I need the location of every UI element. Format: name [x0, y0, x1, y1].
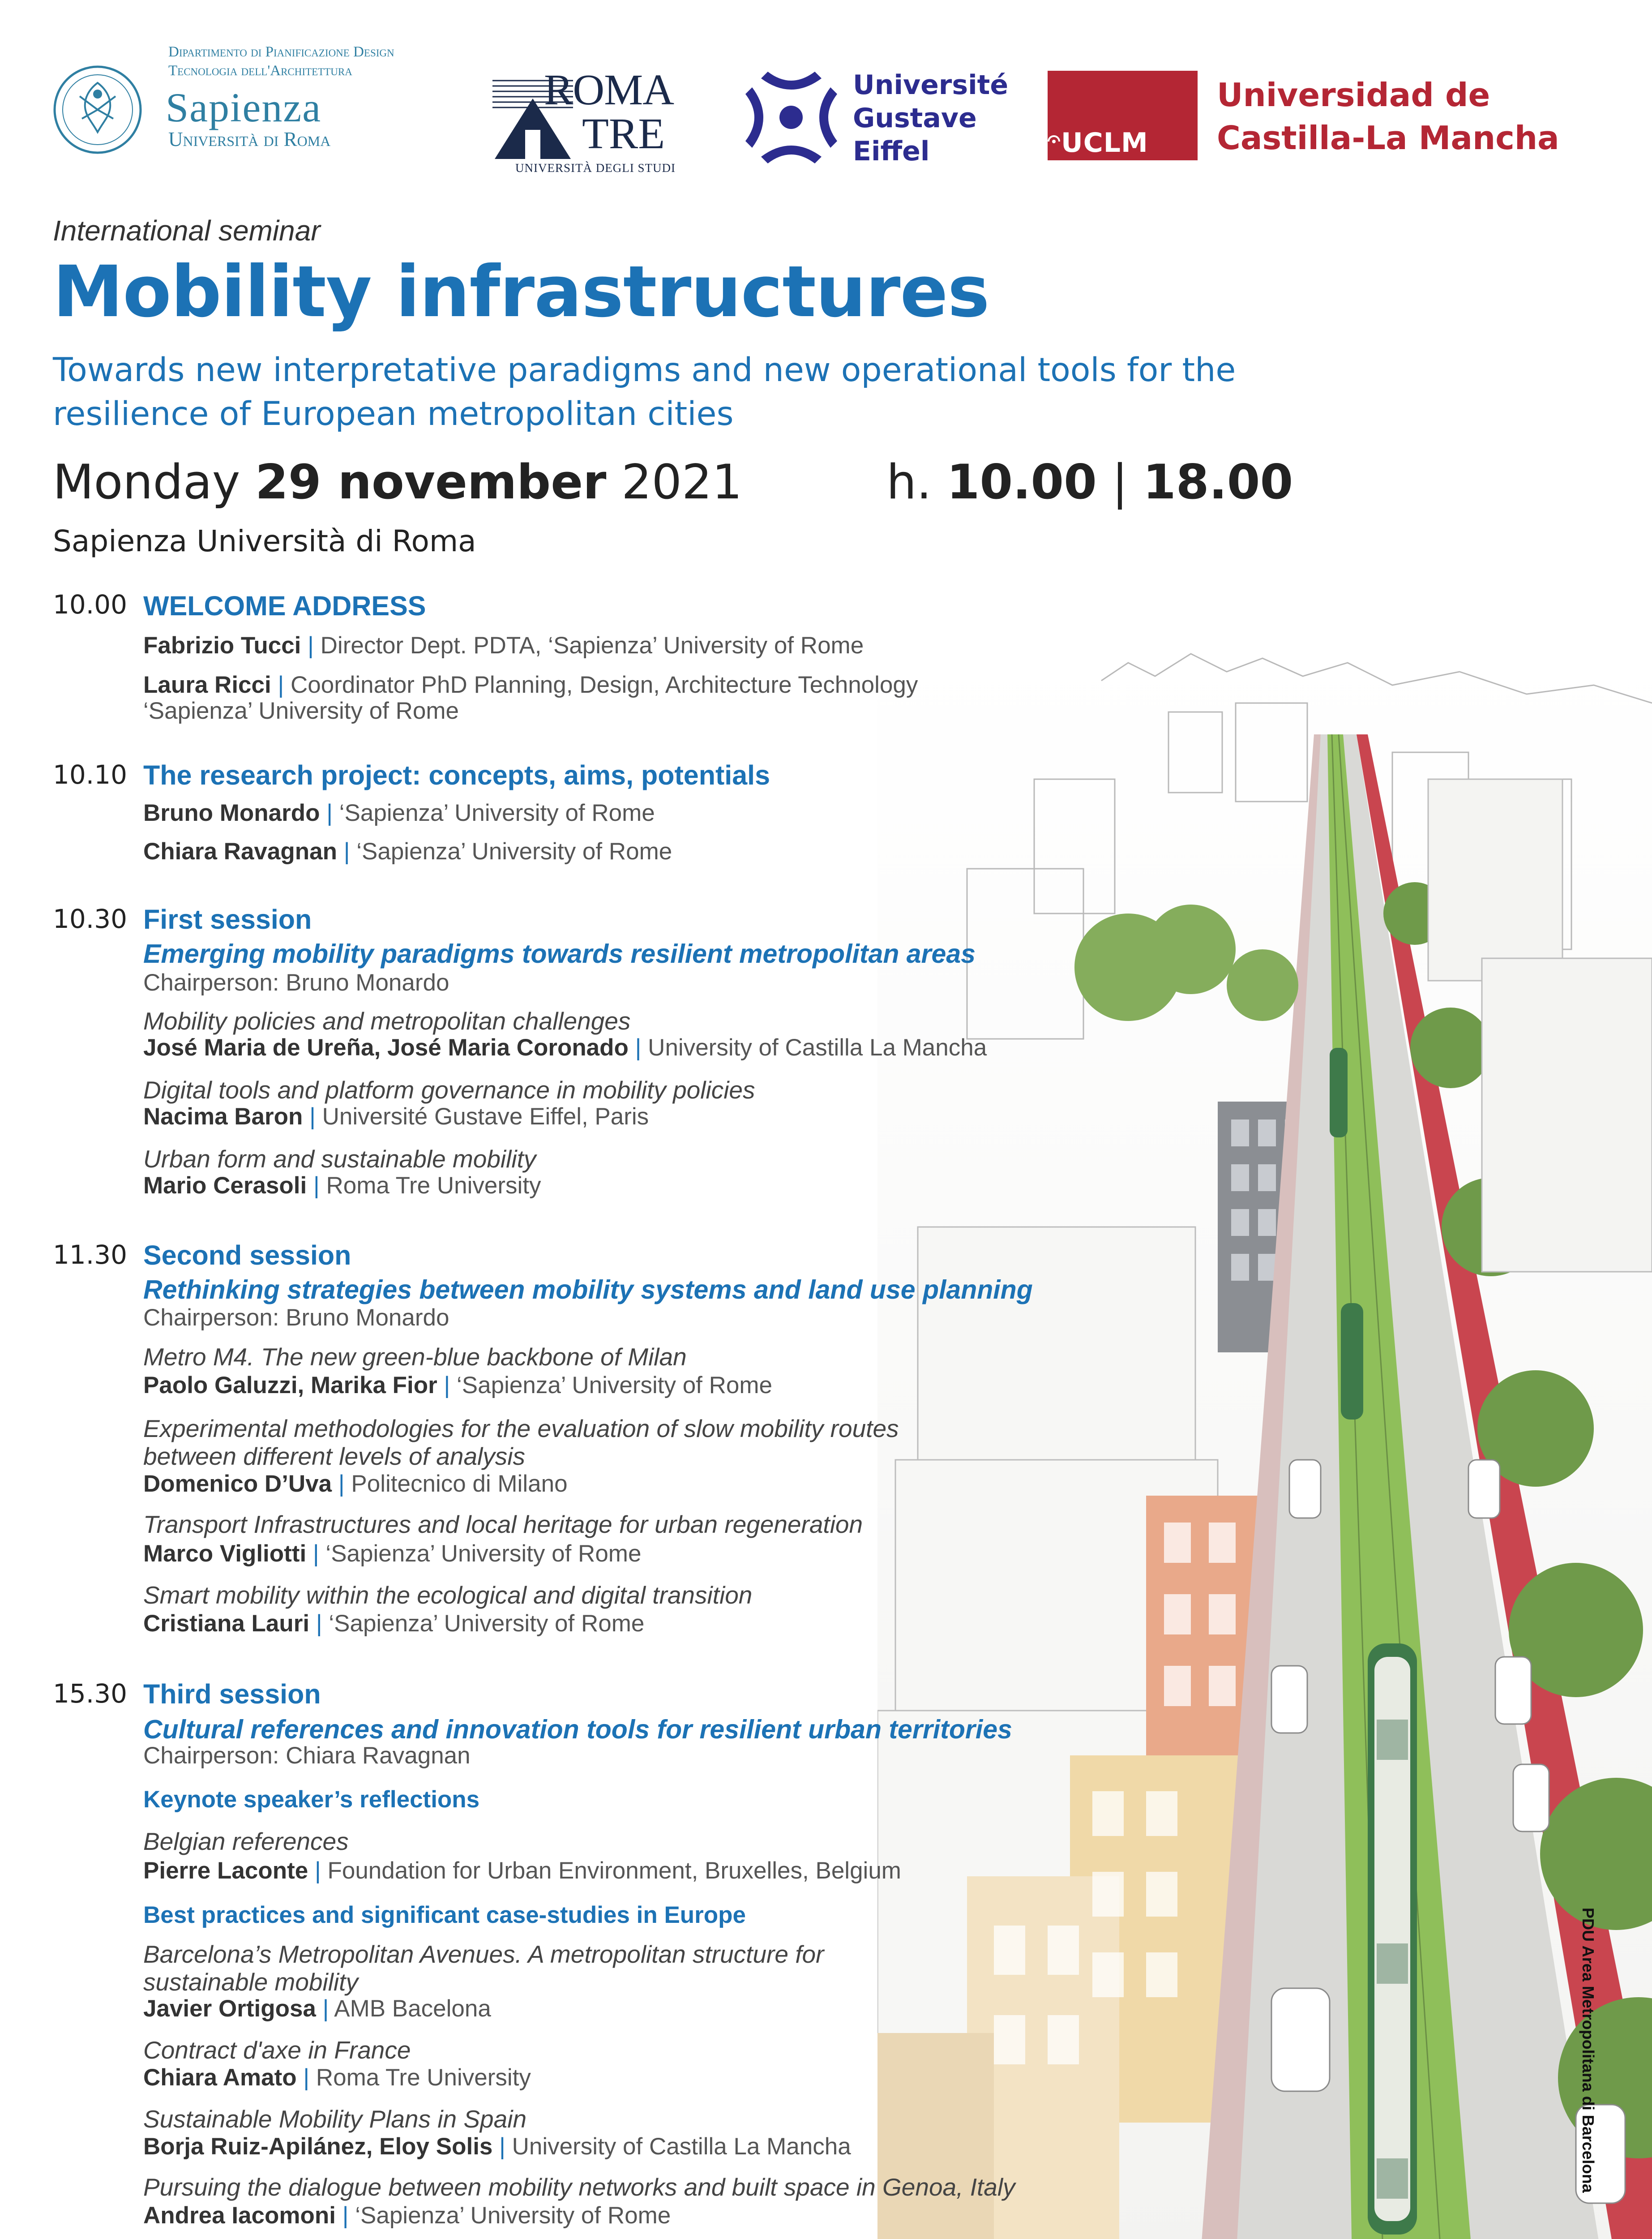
session-theme: Cultural references and innovation tools for resilient urban territories: [143, 1715, 1012, 1744]
talk-topic: Experimental methodologies for the evaluation of slow mobility routes: [143, 1415, 899, 1442]
talk-topic: Barcelona’s Metropolitan Avenues. A metropolitan structure for: [143, 1940, 824, 1968]
slot-time: 10.00: [53, 589, 128, 620]
talk-topic: Contract d'axe in France: [143, 2036, 411, 2064]
sapienza-seal-icon: [53, 65, 142, 154]
eiffel-line1: Université: [853, 69, 1009, 101]
speaker-affiliation: Roma Tre University: [326, 1172, 541, 1199]
speaker-name: Mario Cerasoli: [143, 1172, 307, 1199]
session-theme: Rethinking strategies between mobility systems and land use planning: [143, 1275, 1033, 1304]
seminar-eyebrow: International seminar: [53, 214, 321, 247]
speaker-name: Chiara Ravagnan: [143, 838, 337, 865]
slot-time: 15.30: [53, 1678, 128, 1709]
speaker-name: Bruno Monardo: [143, 800, 320, 826]
slot-title: WELCOME ADDRESS: [143, 591, 426, 621]
hours-prefix: h.: [886, 455, 932, 510]
event-venue: Sapienza Università di Roma: [53, 524, 476, 558]
speaker-name: Marco Vigliotti: [143, 1540, 307, 1567]
speaker-line: [143, 2064, 531, 2091]
speaker-affiliation: ‘Sapienza’ University of Rome: [329, 1610, 645, 1637]
speaker-line: [143, 1610, 644, 1637]
separator: |: [343, 838, 350, 865]
separator: |: [314, 1857, 321, 1884]
sapienza-university: Università di Roma: [168, 128, 331, 150]
speaker-affiliation: Foundation for Urban Environment, Bruxelles, Belgium: [327, 1857, 901, 1884]
talk-topic: Pursuing the dialogue between mobility networks and built space in Genoa, Italy: [143, 2173, 1015, 2201]
sapienza-logo: [53, 43, 394, 154]
roma-tre-subtitle: UNIVERSITÀ DEGLI STUDI: [515, 161, 676, 175]
page-subtitle: Towards new interpretative paradigms and new operational tools for the resilience of European metropolitan cities: [53, 351, 1236, 433]
speaker-line: [143, 1372, 772, 1399]
speaker-line: [143, 1995, 491, 2022]
speaker-line: [143, 632, 864, 659]
speaker-name: Andrea Iacomoni: [143, 2202, 336, 2229]
talk-topic: Digital tools and platform governance in mobility policies: [143, 1076, 755, 1104]
separator: |: [308, 632, 314, 659]
hours-start: 10.00: [946, 455, 1097, 510]
slot-title: Second session: [143, 1240, 351, 1270]
speaker-affiliation: University of Castilla La Mancha: [512, 2133, 851, 2160]
slot-title: First session: [143, 904, 312, 935]
speaker-affiliation: ‘Sapienza’ University of Rome: [339, 800, 655, 826]
session-chair: Chairperson: Bruno Monardo: [143, 969, 449, 996]
roma-tre-roma: ROMA: [544, 66, 674, 114]
date-number: 29 november: [255, 455, 607, 510]
speaker-line: [143, 800, 655, 827]
speaker-affiliation: ‘Sapienza’ University of Rome: [325, 1540, 642, 1567]
speaker-name: José Maria de Ureña, José Maria Coronado: [143, 1034, 629, 1061]
speaker-affiliation: University of Castilla La Mancha: [648, 1034, 987, 1061]
separator: |: [278, 672, 284, 698]
separator: |: [444, 1372, 450, 1398]
talk-topic: Sustainable Mobility Plans in Spain: [143, 2105, 527, 2133]
speaker-name: Nacima Baron: [143, 1103, 303, 1130]
separator: |: [309, 1103, 316, 1130]
separator: |: [326, 800, 333, 826]
separator: |: [635, 1034, 642, 1061]
speaker-affiliation: Université Gustave Eiffel, Paris: [322, 1103, 649, 1130]
date-day: Monday: [53, 455, 240, 510]
speaker-name: Cristiana Lauri: [143, 1610, 310, 1637]
speaker-name: Borja Ruiz-Apilánez, Eloy Solis: [143, 2133, 493, 2160]
event-date: [53, 455, 742, 510]
speaker-line: [143, 1540, 641, 1567]
session-chair: Chairperson: Bruno Monardo: [143, 1304, 449, 1331]
speaker-name: Paolo Galuzzi, Marika Fior: [143, 1372, 437, 1398]
slot-title: The research project: concepts, aims, potentials: [143, 760, 770, 790]
speaker-affiliation: ‘Sapienza’ University of Rome: [356, 838, 672, 865]
date-year: 2021: [621, 455, 742, 510]
roma-tre-logo: [490, 65, 701, 177]
speaker-affiliation-cont: ‘Sapienza’ University of Rome: [143, 698, 459, 724]
speaker-name: Javier Ortigosa: [143, 1995, 316, 2022]
keynote-heading: Keynote speaker’s reflections: [143, 1786, 480, 1813]
speaker-line: [143, 1034, 987, 1061]
speaker-line: [143, 1172, 541, 1199]
hours-separator: |: [1112, 455, 1128, 510]
separator: |: [312, 1540, 319, 1567]
talk-topic: Urban form and sustainable mobility: [143, 1145, 536, 1173]
page-title: Mobility infrastructures: [53, 251, 989, 333]
speaker-affiliation: Roma Tre University: [316, 2064, 531, 2091]
slot-time: 10.30: [53, 904, 128, 934]
slot-time: 10.10: [53, 759, 128, 790]
speaker-affiliation: AMB Bacelona: [334, 1995, 491, 2022]
speaker-line: [143, 2133, 851, 2160]
speaker-name: Fabrizio Tucci: [143, 632, 301, 659]
session-chair: Chairperson: Chiara Ravagnan: [143, 1742, 471, 1769]
separator: |: [338, 1471, 345, 1497]
uclm-line1: Universidad de: [1217, 76, 1490, 114]
separator: |: [316, 1610, 322, 1637]
talk-topic-cont: sustainable mobility: [143, 1968, 358, 1996]
roma-tre-tre: TRE: [582, 110, 665, 158]
speaker-affiliation: Politecnico di Milano: [351, 1471, 568, 1497]
separator: |: [313, 1172, 320, 1199]
best-practices-heading: Best practices and significant case-studies in Europe: [143, 1902, 746, 1928]
talk-topic: Transport Infrastructures and local heritage for urban regeneration: [143, 1510, 863, 1538]
sapienza-dept-line2: Tecnologia dell'Architettura: [168, 63, 352, 79]
eiffel-logo: [743, 65, 1021, 177]
separator: |: [342, 2202, 349, 2229]
talk-topic: Smart mobility within the ecological and digital transition: [143, 1581, 753, 1609]
speaker-affiliation: Coordinator PhD Planning, Design, Architecture Technology: [290, 672, 918, 698]
speaker-affiliation: ‘Sapienza’ University of Rome: [355, 2202, 671, 2229]
session-theme: Emerging mobility paradigms towards resilient metropolitan areas: [143, 939, 976, 969]
separator: |: [499, 2133, 505, 2160]
sapienza-name: Sapienza: [166, 85, 322, 130]
uclm-logo: [1048, 71, 1585, 165]
speaker-affiliation: ‘Sapienza’ University of Rome: [457, 1372, 773, 1398]
separator: |: [303, 2064, 310, 2091]
speaker-affiliation: Director Dept. PDTA, ‘Sapienza’ University of Rome: [320, 632, 864, 659]
uclm-line2: Castilla-La Mancha: [1217, 119, 1559, 157]
slot-title: Third session: [143, 1679, 321, 1709]
talk-topic: Mobility policies and metropolitan challenges: [143, 1007, 631, 1035]
image-credit-text: PDU Area Metropolitana di Barcelona: [1579, 1908, 1597, 2193]
event-hours: [886, 455, 1293, 510]
speaker-line: [143, 838, 672, 865]
talk-topic: Belgian references: [143, 1827, 349, 1855]
speaker-line: [143, 2202, 671, 2229]
speaker-name: Pierre Laconte: [143, 1857, 308, 1884]
separator: |: [322, 1995, 329, 2022]
street-illustration: [877, 645, 1652, 2239]
speaker-name: Laura Ricci: [143, 672, 271, 698]
talk-topic: Metro M4. The new green-blue backbone of Milan: [143, 1343, 687, 1371]
eiffel-mark-icon: [743, 69, 839, 166]
speaker-line: [143, 1857, 901, 1884]
sapienza-dept-line1: Dipartimento di Pianificazione Design: [168, 44, 394, 60]
uclm-mark-icon: [1047, 130, 1061, 144]
speaker-name: Chiara Amato: [143, 2064, 297, 2091]
speaker-name: Domenico D’Uva: [143, 1471, 332, 1497]
eiffel-line3: Eiffel: [853, 136, 930, 167]
talk-topic-cont: between different levels of analysis: [143, 1442, 525, 1470]
eiffel-line2: Gustave: [853, 103, 977, 134]
speaker-line: [143, 672, 918, 699]
hours-end: 18.00: [1143, 455, 1293, 510]
speaker-line: [143, 1103, 649, 1130]
uclm-badge: [1048, 71, 1198, 160]
speaker-line: [143, 1471, 568, 1497]
slot-time: 11.30: [53, 1240, 128, 1270]
uclm-badge-text: UCLM: [1061, 127, 1148, 159]
